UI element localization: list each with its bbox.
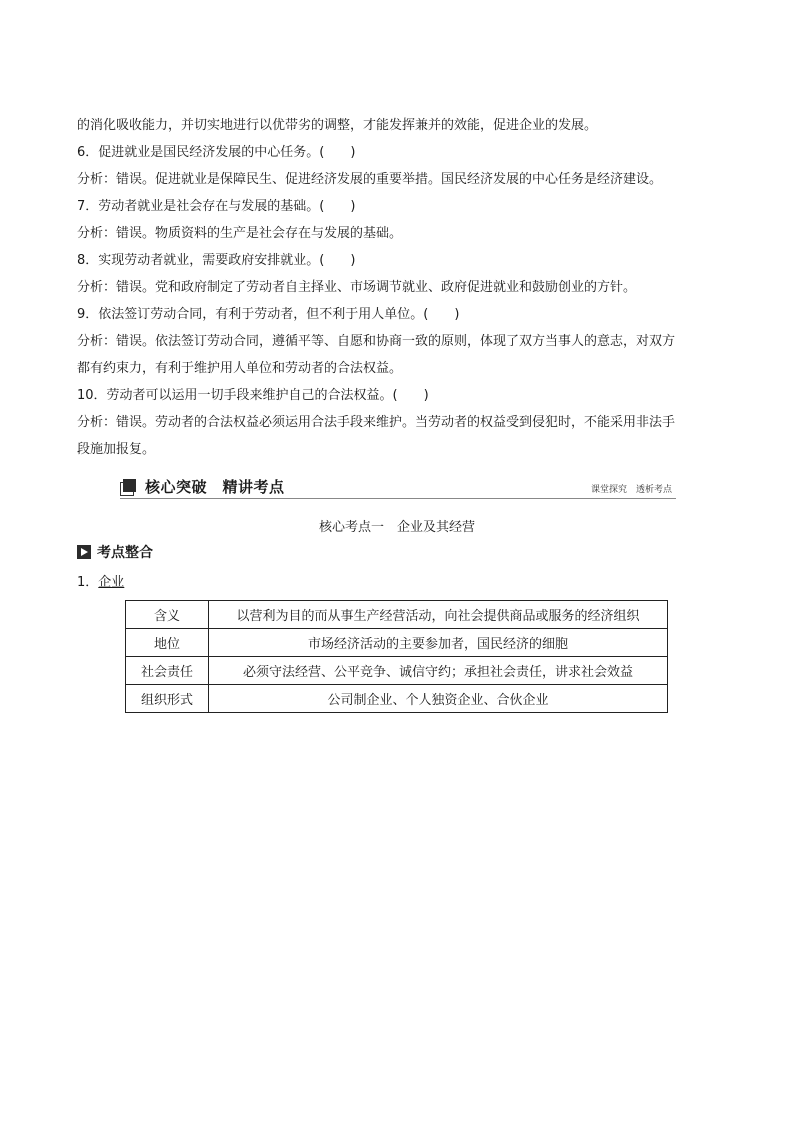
table-row: [126, 601, 668, 629]
list-item-enterprise: [77, 573, 124, 593]
table-row: [126, 629, 668, 657]
section-title: 考点整合: [97, 545, 153, 561]
item-label: 企业: [98, 575, 125, 590]
analysis-9-line-1: 分析：错误。依法签订劳动合同，遵循平等、自愿和协商一致的原则，体现了双方当事人的意志，对双方: [77, 334, 676, 349]
core-point-title: 核心考点一 企业及其经营: [318, 520, 475, 535]
table-value: 市场经济活动的主要参加者，国民经济的细胞: [209, 629, 668, 657]
play-triangle-icon: [77, 545, 91, 559]
banner-title: 核心突破 精讲考点: [145, 478, 285, 496]
table-key: 组织形式: [126, 685, 209, 713]
analysis-10-line-1: 分析：错误。劳动者的合法权益必须运用合法手段来维护。当劳动者的权益受到侵犯时，不能采用非法手: [77, 415, 676, 430]
document-body: [77, 112, 722, 463]
table-value: 以营利为目的而从事生产经营活动，向社会提供商品或服务的经济组织: [209, 601, 668, 629]
paragraph-line: 的消化吸收能力，并切实地进行以优带劣的调整，才能发挥兼并的效能，促进企业的发展。: [77, 118, 598, 133]
table-key: 社会责任: [126, 657, 209, 685]
question-6: 6．促进就业是国民经济发展的中心任务。( ): [77, 145, 356, 160]
section-banner: [120, 476, 676, 499]
question-10: 10．劳动者可以运用一切手段来维护自己的合法权益。( ): [77, 388, 429, 403]
table-row: [126, 657, 668, 685]
analysis-7: 分析：错误。物质资料的生产是社会存在与发展的基础。: [77, 226, 403, 241]
question-8: 8．实现劳动者就业，需要政府安排就业。( ): [77, 253, 356, 268]
analysis-6: 分析：错误。促进就业是保障民生、促进经济发展的重要举措。国民经济发展的中心任务是经济建设。: [77, 172, 663, 187]
item-number: 1．: [77, 575, 99, 590]
table-key: 含义: [126, 601, 209, 629]
analysis-8: 分析：错误。党和政府制定了劳动者自主择业、市场调节就业、政府促进就业和鼓励创业的方针。: [77, 280, 637, 295]
banner-subtitle: 课堂探究 透析考点: [590, 485, 672, 495]
table-value: 公司制企业、个人独资企业、合伙企业: [209, 685, 668, 713]
table-key: 地位: [126, 629, 209, 657]
question-9: 9．依法签订劳动合同，有利于劳动者，但不利于用人单位。( ): [77, 307, 460, 322]
analysis-9-line-2: 都有约束力，有利于维护用人单位和劳动者的合法权益。: [77, 361, 403, 376]
square-icon: [120, 479, 136, 495]
enterprise-table: [125, 600, 668, 713]
table-row: [126, 685, 668, 713]
question-7: 7．劳动者就业是社会存在与发展的基础。( ): [77, 199, 356, 214]
table-value: 必须守法经营、公平竞争、诚信守约；承担社会责任，讲求社会效益: [209, 657, 668, 685]
analysis-10-line-2: 段施加报复。: [77, 442, 156, 457]
